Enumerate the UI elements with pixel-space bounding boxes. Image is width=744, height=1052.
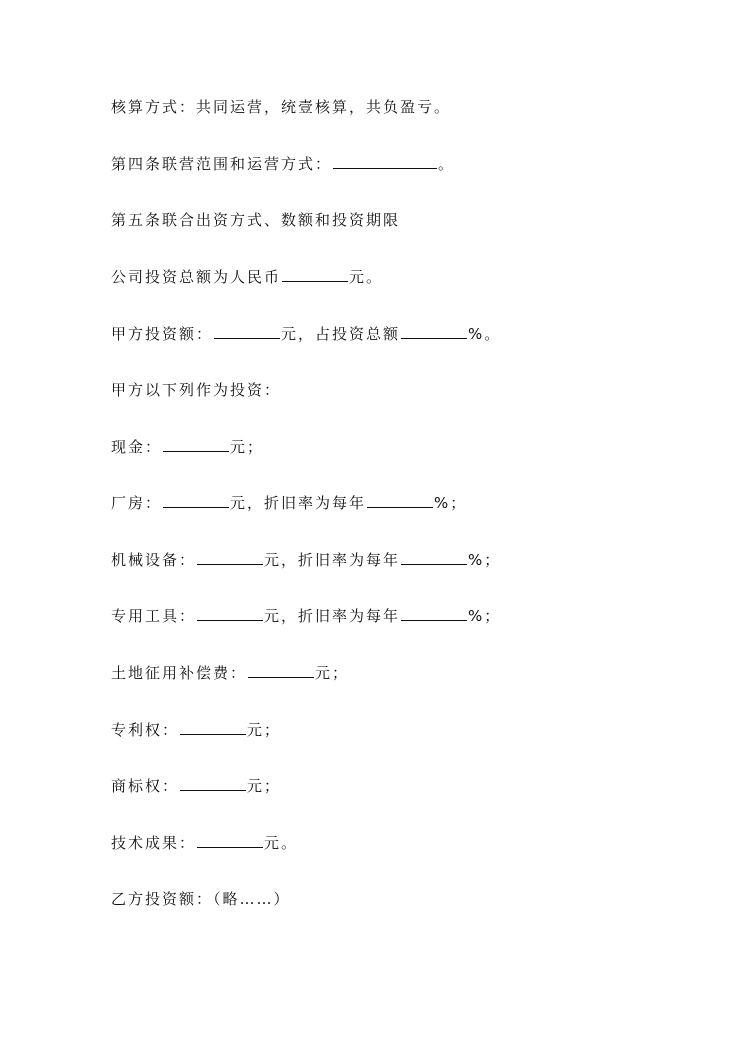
article-five-heading: 第五条联合出资方式、数额和投资期限: [111, 211, 401, 229]
party-a-investment-label: 甲方投资额：: [111, 325, 214, 343]
land-compensation-line: [111, 662, 349, 684]
cash-line: [111, 436, 264, 458]
total-investment-unit: 元。: [349, 268, 384, 286]
total-investment-line: [111, 266, 383, 288]
trademark-line: [111, 775, 281, 797]
plant-amount-blank[interactable]: [163, 492, 229, 508]
party-b-investment-line: [111, 888, 291, 910]
party-a-investment-line: [111, 323, 501, 345]
land-compensation-label: 土地征用补偿费：: [111, 664, 248, 682]
technology-unit: 元。: [264, 834, 299, 852]
machinery-depreciation-unit: %；: [468, 551, 502, 569]
plant-line: [111, 492, 467, 514]
party-a-items-heading: 甲方以下列作为投资：: [111, 381, 282, 399]
party-a-share-label: 元，占投资总额: [281, 325, 401, 343]
article-four-end: 。: [438, 155, 456, 173]
plant-depreciation-blank[interactable]: [367, 492, 433, 508]
accounting-method-text: 核算方式：共同运营，统壹核算，共负盈亏。: [111, 98, 452, 116]
plant-depreciation-unit: %；: [434, 494, 468, 512]
total-investment-label: 公司投资总额为人民币: [111, 268, 282, 286]
party-a-items-heading-line: [111, 379, 281, 401]
tools-depreciation-blank[interactable]: [401, 605, 467, 621]
technology-label: 技术成果：: [111, 834, 197, 852]
cash-label: 现金：: [111, 438, 163, 456]
total-investment-blank[interactable]: [282, 266, 348, 282]
machinery-amount-blank[interactable]: [197, 549, 263, 565]
trademark-unit: 元；: [247, 777, 282, 795]
machinery-depreciation-blank[interactable]: [401, 549, 467, 565]
cash-blank[interactable]: [163, 436, 229, 452]
machinery-depreciation-label: 元，折旧率为每年: [264, 551, 401, 569]
plant-depreciation-label: 元，折旧率为每年: [230, 494, 367, 512]
technology-line: [111, 832, 298, 854]
tools-depreciation-unit: %；: [468, 607, 502, 625]
patent-line: [111, 719, 281, 741]
trademark-label: 商标权：: [111, 777, 180, 795]
tools-line: [111, 605, 501, 627]
patent-label: 专利权：: [111, 721, 180, 739]
tools-amount-blank[interactable]: [197, 605, 263, 621]
party-a-share-blank[interactable]: [401, 323, 467, 339]
tools-depreciation-label: 元，折旧率为每年: [264, 607, 401, 625]
patent-unit: 元；: [247, 721, 282, 739]
accounting-method-line: [111, 96, 451, 118]
trademark-blank[interactable]: [180, 775, 246, 791]
technology-blank[interactable]: [197, 832, 263, 848]
machinery-line: [111, 549, 501, 571]
cash-unit: 元；: [230, 438, 265, 456]
operation-scope-blank[interactable]: [333, 153, 437, 169]
party-b-investment-text: 乙方投资额：（略……）: [111, 890, 291, 908]
article-four-line: [111, 153, 455, 175]
party-a-share-unit: %。: [468, 325, 502, 343]
plant-label: 厂房：: [111, 494, 163, 512]
machinery-label: 机械设备：: [111, 551, 197, 569]
tools-label: 专用工具：: [111, 607, 197, 625]
patent-blank[interactable]: [180, 719, 246, 735]
land-compensation-unit: 元；: [315, 664, 350, 682]
article-five-line: [111, 209, 400, 231]
party-a-amount-blank[interactable]: [214, 323, 280, 339]
land-compensation-blank[interactable]: [248, 662, 314, 678]
article-four-label: 第四条联营范围和运营方式：: [111, 155, 333, 173]
